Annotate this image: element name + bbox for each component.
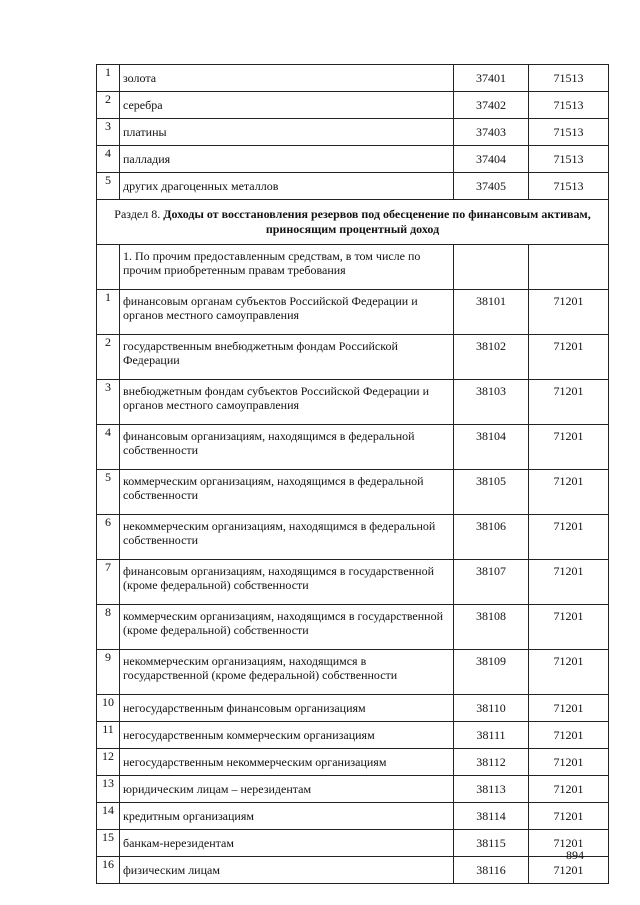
- symbol-code: 71201: [529, 722, 609, 749]
- symbol-code: 71201: [529, 605, 609, 650]
- table-row: [97, 425, 609, 470]
- row-number: 16: [97, 857, 120, 884]
- table-row: [97, 722, 609, 749]
- account-code: 37403: [454, 119, 529, 146]
- account-code: 38107: [454, 560, 529, 605]
- symbol-code: 71201: [529, 380, 609, 425]
- symbol-code: 71201: [529, 803, 609, 830]
- row-number: 3: [97, 380, 120, 425]
- row-number: 12: [97, 749, 120, 776]
- account-code: 38116: [454, 857, 529, 884]
- table-row: [97, 470, 609, 515]
- table-row: [97, 560, 609, 605]
- row-description: юридическим лицам – нерезидентам: [120, 776, 454, 803]
- subheading-row: [97, 245, 609, 290]
- table-row: [97, 650, 609, 695]
- account-code: 38103: [454, 380, 529, 425]
- account-code: 38115: [454, 830, 529, 857]
- section-title: Доходы от восстановления резервов под обесценение по финансовым активам, приносящим процентный доход: [163, 207, 591, 236]
- row-description: негосударственным финансовым организациям: [120, 695, 454, 722]
- table-row: [97, 380, 609, 425]
- row-number: 1: [97, 65, 120, 92]
- symbol-code: 71201: [529, 560, 609, 605]
- row-number: 11: [97, 722, 120, 749]
- row-number: 10: [97, 695, 120, 722]
- account-code: 38104: [454, 425, 529, 470]
- row-number: 2: [97, 335, 120, 380]
- table-row: [97, 605, 609, 650]
- account-code: 37405: [454, 173, 529, 200]
- row-description: палладия: [120, 146, 454, 173]
- account-code: 38105: [454, 470, 529, 515]
- row-number: 6: [97, 515, 120, 560]
- section-heading-row: [97, 200, 609, 245]
- symbol-code: 71513: [529, 65, 609, 92]
- row-description: финансовым организациям, находящимся в федеральной собственности: [120, 425, 454, 470]
- symbol-code: 71201: [529, 515, 609, 560]
- table-row: [97, 146, 609, 173]
- symbol-code: 71201: [529, 695, 609, 722]
- row-description: негосударственным некоммерческим организациям: [120, 749, 454, 776]
- row-number: 9: [97, 650, 120, 695]
- row-description: некоммерческим организациям, находящимся в федеральной собственности: [120, 515, 454, 560]
- table-row: [97, 776, 609, 803]
- row-number: 3: [97, 119, 120, 146]
- symbol-code: 71201: [529, 425, 609, 470]
- row-number: 8: [97, 605, 120, 650]
- row-description: государственным внебюджетным фондам Российской Федерации: [120, 335, 454, 380]
- symbol-code: 71513: [529, 92, 609, 119]
- symbol-code: 71201: [529, 290, 609, 335]
- row-description: кредитным организациям: [120, 803, 454, 830]
- row-number: 14: [97, 803, 120, 830]
- row-description: финансовым органам субъектов Российской Федерации и органов местного самоуправления: [120, 290, 454, 335]
- account-code: 38112: [454, 749, 529, 776]
- section-prefix: Раздел 8.: [114, 207, 164, 221]
- row-number: 7: [97, 560, 120, 605]
- table-row: [97, 173, 609, 200]
- row-number: 4: [97, 146, 120, 173]
- row-description: платины: [120, 119, 454, 146]
- table-row: [97, 830, 609, 857]
- row-description: физическим лицам: [120, 857, 454, 884]
- table-row: [97, 695, 609, 722]
- row-description: финансовым организациям, находящимся в государственной (кроме федеральной) собственности: [120, 560, 454, 605]
- symbol-code: 71201: [529, 749, 609, 776]
- account-code: 38109: [454, 650, 529, 695]
- table-row: [97, 335, 609, 380]
- account-code: 38101: [454, 290, 529, 335]
- row-description: банкам-нерезидентам: [120, 830, 454, 857]
- row-description: коммерческим организациям, находящимся в государственной (кроме федеральной) собственности: [120, 605, 454, 650]
- row-description: некоммерческим организациям, находящимся в государственной (кроме федеральной) собственности: [120, 650, 454, 695]
- table-row: [97, 515, 609, 560]
- row-number: 5: [97, 470, 120, 515]
- page-number: 894: [566, 848, 584, 862]
- empty-cell: [97, 245, 120, 290]
- table-row: [97, 803, 609, 830]
- table-row: [97, 857, 609, 884]
- symbol-code: 71513: [529, 119, 609, 146]
- empty-cell: [529, 245, 609, 290]
- row-number: 13: [97, 776, 120, 803]
- symbol-code: 71201: [529, 830, 609, 857]
- symbol-code: 71201: [529, 335, 609, 380]
- row-description: негосударственным коммерческим организациям: [120, 722, 454, 749]
- subheading: 1. По прочим предоставленным средствам, в том числе по прочим приобретенным правам требования: [120, 245, 454, 290]
- account-code: 38106: [454, 515, 529, 560]
- row-description: коммерческим организациям, находящимся в федеральной собственности: [120, 470, 454, 515]
- row-number: 5: [97, 173, 120, 200]
- account-code: 37401: [454, 65, 529, 92]
- table-row: [97, 65, 609, 92]
- table-row: [97, 119, 609, 146]
- row-description: внебюджетным фондам субъектов Российской Федерации и органов местного самоуправления: [120, 380, 454, 425]
- account-code: 38114: [454, 803, 529, 830]
- accounts-table: [96, 64, 609, 884]
- symbol-code: 71201: [529, 857, 609, 884]
- table-row: [97, 290, 609, 335]
- symbol-code: 71513: [529, 146, 609, 173]
- table-row: [97, 92, 609, 119]
- symbol-code: 71201: [529, 650, 609, 695]
- account-code: 37404: [454, 146, 529, 173]
- symbol-code: 71513: [529, 173, 609, 200]
- table-row: [97, 749, 609, 776]
- account-code: 38102: [454, 335, 529, 380]
- row-description: золота: [120, 65, 454, 92]
- symbol-code: 71201: [529, 470, 609, 515]
- row-number: 1: [97, 290, 120, 335]
- row-description: серебра: [120, 92, 454, 119]
- account-code: 38110: [454, 695, 529, 722]
- section-heading: [97, 200, 609, 245]
- row-number: 4: [97, 425, 120, 470]
- symbol-code: 71201: [529, 776, 609, 803]
- account-code: 38108: [454, 605, 529, 650]
- account-code: 38113: [454, 776, 529, 803]
- account-code: 37402: [454, 92, 529, 119]
- empty-cell: [454, 245, 529, 290]
- row-number: 2: [97, 92, 120, 119]
- account-code: 38111: [454, 722, 529, 749]
- row-description: других драгоценных металлов: [120, 173, 454, 200]
- row-number: 15: [97, 830, 120, 857]
